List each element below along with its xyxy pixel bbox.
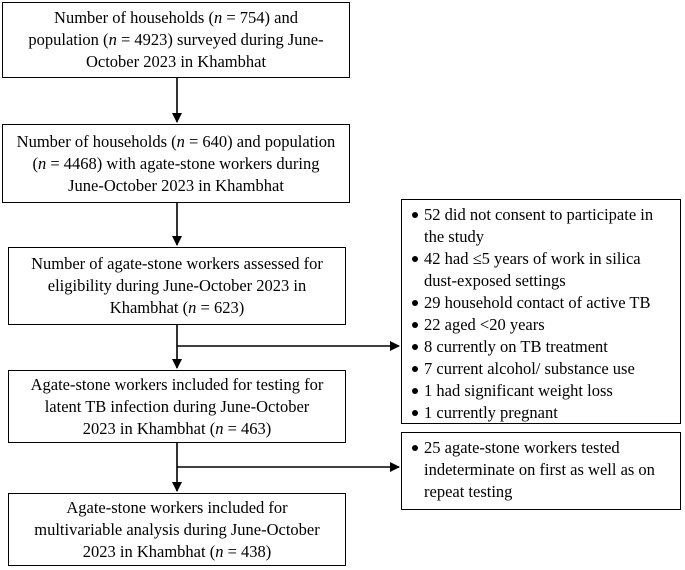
box-workers-tested: Agate-stone workers included for testing for latent TB infection during June-October 2023 in Khambhat (n = 463): [8, 370, 346, 443]
exclusion1-item: 1 currently pregnant: [412, 402, 672, 424]
exclusion1-item: 29 household contact of active TB: [412, 292, 672, 314]
exclusion1-item: 8 currently on TB treatment: [412, 336, 672, 358]
exclusion-box-eligibility: [401, 199, 681, 424]
box-households-surveyed: Number of households (n = 754) and population (n = 4923) surveyed during June- October 2023 in Khambhat: [2, 2, 350, 78]
box-workers-assessed: Number of agate-stone workers assessed for eligibility during June-October 2023 in Khambhat (n = 623): [8, 247, 346, 325]
exclusion1-item: 42 had ≤5 years of work in silica dust-exposed settings: [412, 248, 672, 292]
exclusion2-item: 25 agate-stone workers tested indeterminate on first as well as on repeat testing: [412, 437, 672, 503]
exclusion-list-eligibility: [412, 204, 672, 424]
box-households-with-workers: Number of households (n = 640) and population (n = 4468) with agate-stone workers during June-October 2023 in Khambhat: [2, 124, 350, 203]
exclusion-list-indeterminate: [412, 437, 672, 503]
exclusion1-item: 52 did not consent to participate in the study: [412, 204, 672, 248]
box-workers-analysed: Agate-stone workers included for multivariable analysis during June-October 2023 in Khambhat (n = 438): [8, 493, 346, 566]
exclusion1-item: 22 aged <20 years: [412, 314, 672, 336]
exclusion1-item: 1 had significant weight loss: [412, 380, 672, 402]
exclusion-box-indeterminate: [401, 432, 681, 510]
exclusion1-item: 7 current alcohol/ substance use: [412, 358, 672, 380]
